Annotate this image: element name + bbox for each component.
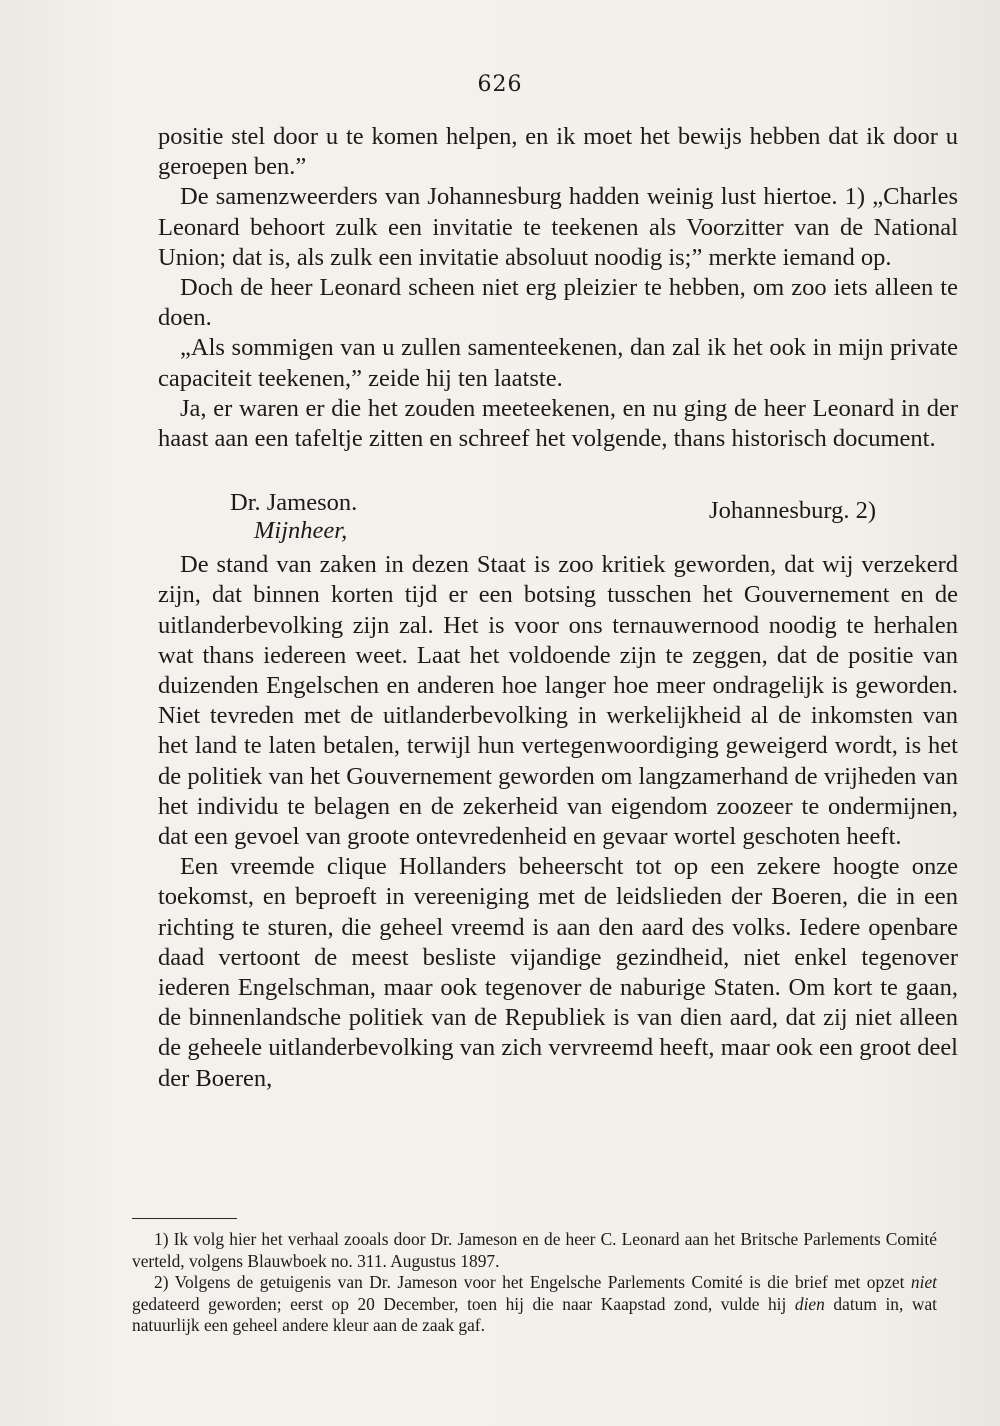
paragraph-2: De samenzweerders van Johannesburg hadden weinig lust hiertoe. 1) „Charles Leonard behoort zulk een invitatie te teekenen als Voorzitter van de National Union; dat is, als zulk een invitatie absoluut noodig is;” merkte iemand op. bbox=[158, 183, 958, 271]
footnote-2-part-2: gedateerd geworden; eerst op 20 December, toen hij die naar Kaapstad zond, vulde hij bbox=[132, 1293, 795, 1314]
paragraph-4: „Als sommigen van u zullen samenteekenen, dan zal ik het ook in mijn private capaciteit teekenen,” zeide hij ten laatste. bbox=[158, 334, 958, 392]
footnote-2-emphasis-1: niet bbox=[910, 1272, 937, 1293]
footnote-2-emphasis-2: dien bbox=[794, 1293, 825, 1314]
letter-paragraph-2: Een vreemde clique Hollanders beheerscht tot op een zekere hoogte onze toekomst, en beproeft in vereeniging met de leidslieden der Boeren, die in een richting te sturen, die geheel vreemd is aan den aard des volks. Iedere openbare daad vertoont de meest besliste vijandige gezindheid, niet enkel tegenover iederen Engelschman, maar ook tegenover de naburige Staten. Om kort te gaan, de binnenlandsche politiek van de Republiek is van dien aard, dat zij niet alleen de geheele uitlanderbevolking van zich vervreemd heeft, maar ook een groot deel der Boeren, bbox=[158, 853, 958, 1092]
letter-place: Johannesburg. 2) bbox=[709, 497, 876, 525]
main-text bbox=[158, 122, 958, 1094]
footnote-1: 1) Ik volg hier het verhaal zooals door Dr. Jameson en de heer C. Leonard aan het Britsche Parlements Comité verteld, volgens Blauwboek no. 311. Augustus 1897. bbox=[132, 1229, 937, 1271]
letter-paragraph-1: De stand van zaken in dezen Staat is zoo kritiek geworden, dat wij verzekerd zijn, dat binnen korten tijd er een botsing tusschen het Gouvernement en de uitlanderbevolking zijn zal. Het is voor ons ternauwernood noodig te herhalen wat thans iedereen weet. Laat het voldoende zijn te zeggen, dat de positie van duizenden Engelschen en anderen hoe langer hoe meer ondragelijk is geworden. Niet tevreden met de uitlanderbevolking in werkelijkheid al de inkomsten van het land te laten betalen, terwijl hun vertegenwoordiging geweigerd wordt, is het de politiek van het Gouvernement geworden om langzamerhand de vrijheden van het individu te belagen en de zekerheid van eigendom zoozeer te ondermijnen, dat een gevoel van groote ontevredenheid en gevaar wortel geschoten heeft. bbox=[158, 551, 958, 851]
footnote-2 bbox=[132, 1272, 937, 1337]
letter-salutation: Mijnheer, bbox=[254, 517, 348, 545]
letter-heading bbox=[158, 488, 958, 548]
paragraph-3: Doch de heer Leonard scheen niet erg pleizier te hebben, om zoo iets alleen te doen. bbox=[158, 274, 958, 332]
letter-addressee: Dr. Jameson. bbox=[230, 489, 358, 517]
footnote-rule bbox=[132, 1218, 237, 1219]
footnotes bbox=[132, 1218, 937, 1337]
letter-body bbox=[158, 550, 958, 1094]
page-number: 626 bbox=[477, 72, 523, 97]
paragraph-1: positie stel door u te komen helpen, en ik moet het bewijs hebben dat ik door u geroepen ben.” bbox=[158, 123, 958, 181]
paragraph-5: Ja, er waren er die het zouden meeteekenen, en nu ging de heer Leonard in der haast aan een tafeltje zitten en schreef het volgende, thans historisch document. bbox=[158, 394, 958, 453]
footnote-2-part-3: datum in, wat natuurlijk een geheel andere kleur aan de zaak gaf. bbox=[132, 1293, 937, 1336]
footnote-2-part-1: 2) Volgens de getuigenis van Dr. Jameson voor het Engelsche Parlements Comité is die brief met opzet bbox=[154, 1272, 911, 1293]
